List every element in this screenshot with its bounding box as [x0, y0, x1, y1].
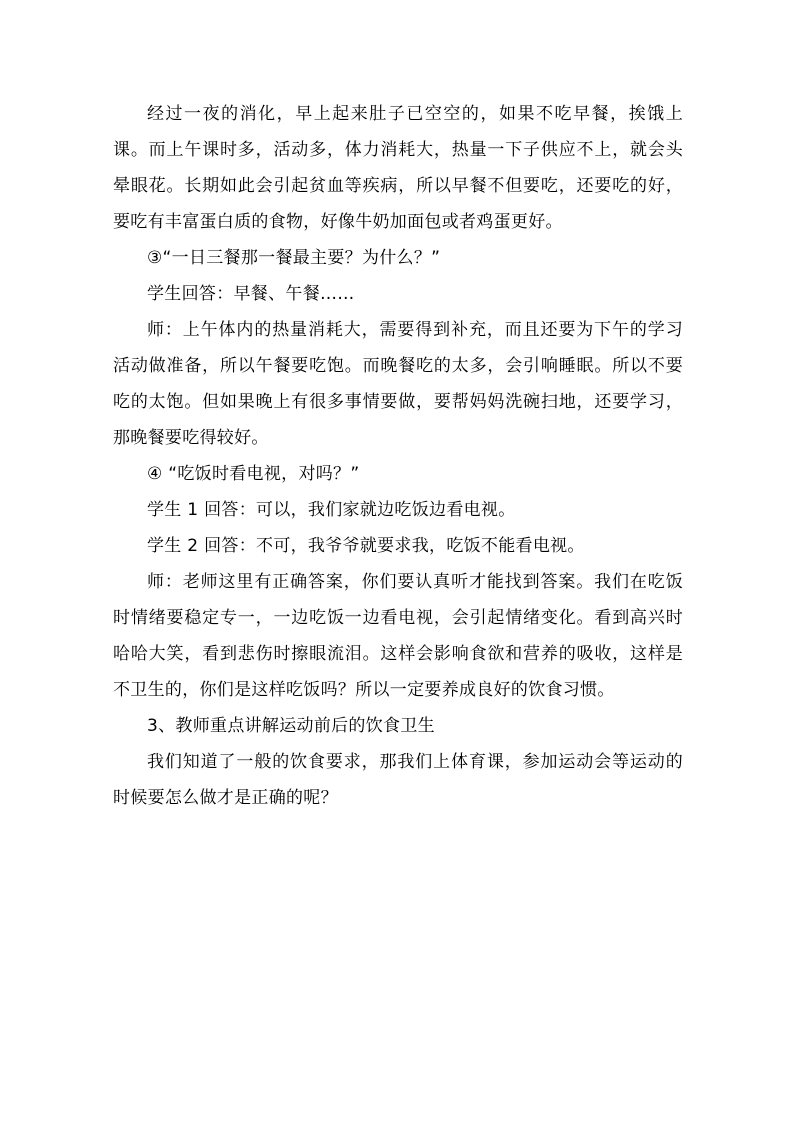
paragraph-teacher-tv: 师：老师这里有正确答案，你们要认真听才能找到答案。我们在吃饭时情绪要稳定专一，一边吃饭一边看电视，会引起情绪变化。看到高兴时哈哈大笑，看到悲伤时擦眼流泪。这样会影响食欲和营养的吸收，这样是不卫生的，你们是这样吃饭吗？所以一定要养成良好的饮食习惯。	[113, 572, 683, 700]
paragraph-question-3: ③“一日三餐那一餐最主要？为什么？”	[147, 248, 441, 268]
paragraph-teacher-meals: 师：上午体内的热量消耗大，需要得到补充，而且还要为下午的学习活动做准备，所以午餐要吃饱。而晚餐吃的太多，会引响睡眠。所以不要吃的太饱。但如果晚上有很多事情要做，要帮妈妈洗碗扫地，还要学习，那晚餐要吃得较好。	[113, 320, 683, 448]
paragraph-student-1-answer: 学生 1 回答：可以，我们家就边吃饭边看电视。	[147, 500, 516, 520]
document-body	[113, 96, 683, 816]
section-heading-exercise-diet: 3、教师重点讲解运动前后的饮食卫生	[147, 716, 435, 736]
paragraph-student-2-answer: 学生 2 回答：不可，我爷爷就要求我，吃饭不能看电视。	[147, 536, 585, 556]
paragraph-student-answer: 学生回答：早餐、午餐……	[147, 284, 355, 304]
paragraph-breakfast: 经过一夜的消化，早上起来肚子已空空的，如果不吃早餐，挨饿上课。而上午课时多，活动多，体力消耗大，热量一下子供应不上，就会头晕眼花。长期如此会引起贫血等疾病，所以早餐不但要吃，还要吃的好，要吃有丰富蛋白质的食物，好像牛奶加面包或者鸡蛋更好。	[113, 104, 683, 232]
paragraph-question-4: ④ “吃饭时看电视，对吗？”	[147, 464, 360, 484]
paragraph-exercise-question: 我们知道了一般的饮食要求，那我们上体育课，参加运动会等运动的时候要怎么做才是正确的呢？	[113, 752, 683, 808]
